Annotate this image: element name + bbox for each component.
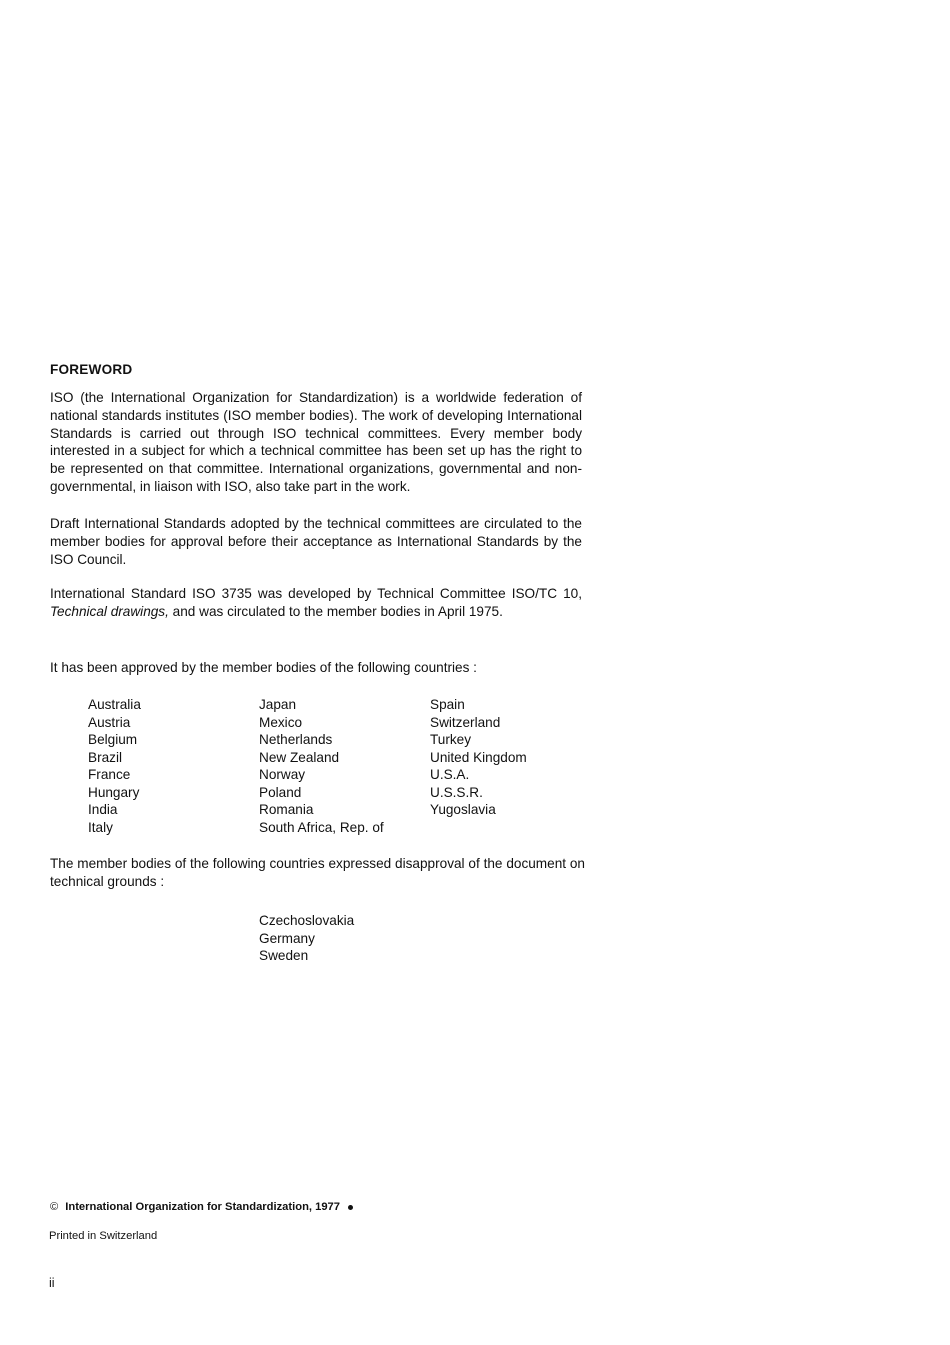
country-item: Netherlands (259, 732, 333, 747)
country-item: Austria (88, 714, 131, 730)
paragraph-text: It has been approved by the member bodies of the following countries : (50, 660, 477, 675)
country-item: Mexico (259, 714, 303, 730)
country-item: Sweden (259, 948, 309, 963)
country-item: Japan (259, 697, 297, 712)
country-item: Belgium (88, 732, 138, 747)
paragraph-text: The member bodies of the following countries expressed disapproval of the document on technical grounds : (50, 856, 585, 889)
country-item: United Kingdom (430, 749, 527, 765)
country-column-3 (430, 696, 527, 819)
country-item: India (88, 802, 118, 817)
paragraph-text: ISO (the International Organization for Standardization) is a worldwide federation of national standards institutes (ISO member bodies). The work of developing International Standards is carried out through ISO technical committees. Every member body interested in a subject for which a technical committee has been set up has the right to be represented on that committee. International organizations, governmental and non-governmental, in liaison with ISO, also take part in the work. (50, 390, 582, 494)
copyright-notice (50, 1201, 353, 1213)
development-paragraph (50, 585, 582, 621)
country-item: Germany (259, 930, 315, 946)
committee-title: Technical drawings, (50, 603, 169, 619)
country-item: Turkey (430, 732, 472, 747)
paragraph-text-end: and was circulated to the member bodies in April 1975. (168, 603, 503, 619)
country-item: Switzerland (430, 714, 501, 730)
country-item: Hungary (88, 784, 140, 800)
copyright-symbol: © (50, 1201, 59, 1213)
disapproval-intro-paragraph (50, 855, 585, 891)
foreword-heading: FOREWORD (50, 362, 133, 377)
copyright-text: International Organization for Standardization, 1977 (65, 1201, 341, 1213)
bullet-dot-icon (348, 1205, 353, 1210)
country-item: South Africa, Rep. of (259, 819, 384, 835)
disapproving-countries-list (259, 912, 354, 965)
paragraph-text-start: International Standard ISO 3735 was developed by Technical Committee ISO/TC 10, (50, 586, 582, 601)
country-item: Romania (259, 802, 314, 817)
country-item: Italy (88, 819, 113, 835)
iso-description-paragraph (50, 389, 582, 496)
page-number: ii (49, 1276, 55, 1290)
country-item: U.S.A. (430, 767, 470, 782)
country-item: Norway (259, 767, 306, 782)
country-item: New Zealand (259, 749, 340, 765)
country-column-1 (88, 696, 141, 836)
country-item: Yugoslavia (430, 802, 496, 817)
country-item: Australia (88, 697, 141, 712)
paragraph-text: Draft International Standards adopted by the technical committees are circulated to the member bodies for approval before their acceptance as International Standards by the ISO Council. (50, 516, 582, 567)
country-column-2 (259, 696, 384, 836)
country-item: Czechoslovakia (259, 913, 355, 928)
country-item: Poland (259, 784, 302, 800)
draft-standards-paragraph (50, 515, 582, 568)
country-item: Brazil (88, 749, 122, 765)
country-item: Spain (430, 697, 465, 712)
approving-countries-list (88, 696, 608, 846)
approval-intro-paragraph (50, 659, 610, 677)
paragraph-text (50, 585, 582, 621)
printed-in-note: Printed in Switzerland (49, 1230, 158, 1242)
country-item: U.S.S.R. (430, 784, 483, 800)
country-item: France (88, 767, 131, 782)
